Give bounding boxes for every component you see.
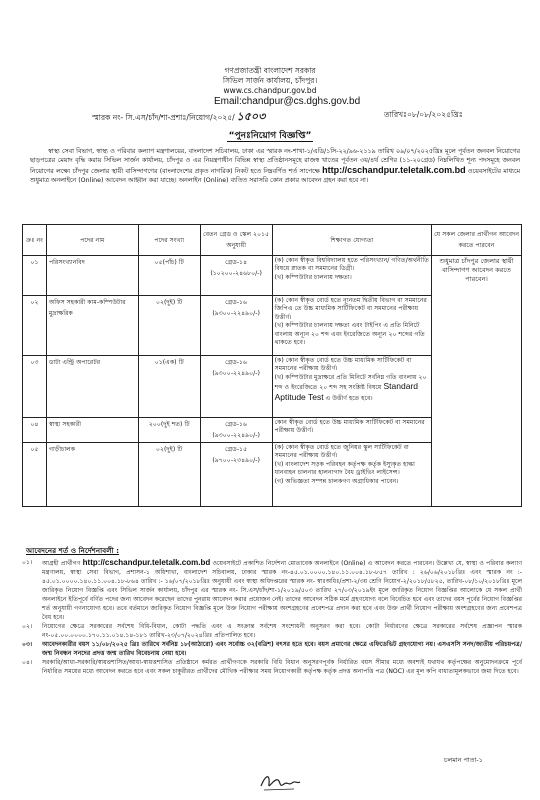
aptitude-test-label: Standard Aptitude Test — [274, 381, 418, 402]
qualification-cell: (ক) কোন স্বীকৃত বোর্ড হতে উচ্চ মাধ্যমিক সার্টিফিকেট বা সমমানের পরীক্ষায় উত্তীর্ণ। (খ) কম্পিউটার মুদ্রাক্ষরে প্রতি মিনিটে সর্বনিম্ন গতি বাংলায় ২০ শব্দ ও ইংরেজিতে ২০ শব্দ সহ সংশ্লিষ্ট বিষয়ে Standard Aptitude Test এ উত্তীর্ণ হতে হবে। — [272, 356, 432, 418]
serial-cell: ০৪ — [23, 418, 47, 443]
post-name-cell: পরিসংখ্যানবিদ — [46, 256, 138, 296]
conditions-heading: আবেদনের শর্ত ও নির্দেশনাবলী : — [26, 546, 120, 555]
memo-date: তারিখঃ০৮/০৮/২০২৫খ্রিঃ — [384, 110, 463, 119]
signature-image — [258, 770, 302, 794]
list-item: ০৪। সরকারি/আধা-সরকারি/স্বায়ত্তশাসিত/আধা-স্বায়ত্তশাসিত প্রতিষ্ঠানে কর্মরত প্রার্থীগণকে সরকারি বিধি বিধান অনুসরণপূর্বক নির্ধারিত বয়স সীমার মধ্যে অবশ্যই যথাযথ কর্তৃপক্ষের অনুমোদনক্রমে পূর্বে নির্ধারিত সময়ের মধ্যে আবেদন করতে হবে এবং সকল চাকুরীরত প্রার্থীদের মৌখিক পরীক্ষার সময় নিয়োগকারী কর্তৃপক্ষ কর্তৃক প্রদত্ত অনাপত্তি পত্র (NOC) এর মূল কপি বাধ্যতামূলকভাবে জমা দিতে হবে। — [22, 659, 522, 675]
grade-cell: গ্রেড-১৪ (১০২০০-২৪৬৮০/-) — [200, 256, 272, 296]
grade-cell: গ্রেড-১৬ (৯৩০০-২২৪৯০/-) — [200, 296, 272, 356]
grade-cell: গ্রেড-১৫ (৯৭০০-২৩৪৯০/-) — [200, 443, 272, 507]
qualification-cell: (ক) কোন স্বীকৃত বিশ্ববিদ্যালয় হতে পরিসংখ্যান/ গণিত/অর্থনীতি বিষয়ে স্নাতক বা সমমানের ডিগ্রী। (খ) কম্পিউটার চালনায় দক্ষতা। — [272, 256, 432, 296]
continued-page-note: চলমান পাতা-১ — [444, 756, 483, 764]
post-count-cell: ০৫(পাঁচ) টি — [138, 256, 200, 296]
recruitment-website-link[interactable]: http://cschandpur.teletalk.com.bd — [322, 164, 466, 175]
col-header-qualification: শিক্ষাগত যোগ্যতা — [272, 225, 432, 256]
eligibility-cell: শুধুমাত্র চাঁদপুর জেলার স্থায়ী বাসিন্দাগণ আবেদন করতে পারবেন। — [432, 256, 522, 507]
office-email: Email:chandpur@cs.dghs.gov.bd — [214, 96, 361, 107]
post-name-cell: গাড়ীচালক — [46, 443, 138, 507]
serial-cell: ০৫ — [23, 443, 47, 507]
serial-cell: ০২ — [23, 296, 47, 356]
conditions-list — [22, 558, 522, 676]
notice-title: “পুনঃনিয়োগ বিজ্ঞপ্তি” — [228, 131, 312, 141]
list-item: ০১। আগ্রহী প্রার্থীগণ http://cschandpur.teletalk.com.bd ওয়েবসাইটে প্রকাশিত নির্দেশনা মোতাবেক অনলাইনে (Online) এ আবেদন করতে পারবেন। উল্লেখ্য যে, স্বাস্থ্য ও পরিবার কল্যাণ মন্ত্রণালয়, স্বাস্থ্য সেবা বিভাগ, প্রশাসন-১ অধিশাখা, বাংলাদেশ সচিবালয়, ঢাকার স্মারক নং-৪৫.০১.০০০০.১৪০.১১.০০৪.১৮-৮৫৭ তারিখ : ২৬/০৬/২০১৮খ্রিঃ এবং স্মারক নং :- ৪৫.০১.০০০০.১৪০.১১.০০৪.১৮-৮৬৪ তারিখ :- ১৬/০৭/২০১৮খ্রিঃ অনুযায়ী এবং স্বাস্থ্য অধিদপ্তরের স্মারক নং- স্বাঃঅধিঃ/প্রশা-২/৩য় শ্রেণি নিয়োগ-২/২০১৮/৫৮২৫, তারিখ-০৮/১০/২০১৮খ্রিঃ মূলে জারিকৃত নিয়োগ বিজ্ঞপ্তি এবং সিভিল সার্জন কার্যালয়, চাঁদপুর এর স্মারক নং- সি.এস/চাঁদ/শা-১/২০১৯/৫০৩ তারিখ ২৭/০৩/২০১৯ইং মূলে জারিকৃত নিয়োগ বিজ্ঞপ্তির আলোকে যে সকল প্রার্থী অনলাইনে ইতিপূর্বে বর্ণিত পদের জন্য আবেদন করেছেন তাদের পুনরায় আবেদন করার প্রয়োজন নেই। তাদের আবেদন সঠিক মর্মে গ্রহণযোগ্য বলে বিবেচিত হবে এবং তাদের বয়স পূর্বের নিয়োগ বিজ্ঞপ্তির শর্ত অনুযায়ী গণনাযোগ্য হবে। তবে বর্তমানে জারিকৃত নিয়োগ বিজ্ঞপ্তি মূলে উক্ত নিয়োগ পরীক্ষায় অংশগ্রহণের প্রবেশপত্র প্রদান করা হবে এবং উক্ত প্রার্থী নিয়োগ পরীক্ষায় অংশগ্রহণের জন্য প্রবেশপত্র বৈধ হবে। — [22, 558, 522, 621]
post-name-cell: ডাটা এন্ট্রি অপারেটর — [46, 356, 138, 418]
post-name-cell: অফিস সহকারী কাম-কম্পিউটার মুদ্রাক্ষরিক — [46, 296, 138, 356]
posts-table — [22, 224, 522, 507]
qualification-cell: (ক) কোন স্বীকৃত বোর্ড হতে ন্যূনতম দ্বিতীয় বিভাগ বা সমমানের জিপিএ তে উচ্চ মাধ্যমিক সার্টিফিকেট বা সমমানের পরীক্ষায় উত্তীর্ণ। (খ) কম্পিউটার চালনায় দক্ষতা এবং টাইপিং এ প্রতি মিনিটে বাংলায় অন্যূন ২০ শব্দ এবং ইংরেজিতে অন্যূন ২০ শব্দের গতি থাকতে হবে। — [272, 296, 432, 356]
list-item: ০৩। আবেদনকারীর বয়স ১১/০৮/২০২৫ খ্রিঃ তারিখে সর্বনিম্ন ১৮(আঠারো) এবং সর্বোচ্চ ৩২(বত্রিশ) বৎসর হতে হবে। বয়স প্রমাণের ক্ষেত্রে এফিডেভিট গ্রহণযোগ্য নয়। এসএসসি সনদ/জাতীয় পরিচয়পত্র/জন্ম নিবন্ধন সনদের প্রদত্ত জন্ম তারিখ বিবেচনায় নেয়া হবে। — [22, 641, 522, 657]
table-header-row — [23, 225, 522, 256]
list-item: ০২। নিয়োগের ক্ষেত্রে সরকারের সর্বশেষ বিধি-বিধান, কোটা পদ্ধতি এবং এ সংক্রান্ত সর্বশেষ সংশোধনী অনুসরণ করা হবে। কোটা নির্ধারণের ক্ষেত্রে সরকারের সর্বশেষ প্রজ্ঞাপন স্মারক নং-০৫.০০.০০০০.১৭০.১১.০১৪.১৪-১৮১ তারিখ-২৩/০৭/২০২৪খ্রিঃ প্রতিপালিত হবে। — [22, 623, 522, 639]
memo-prefix: স্মারক নং- সি.এস/চাঁদ/শা-প্রশাঃ/নিয়োগ/২০২৫/ — [92, 113, 235, 122]
table-row — [23, 256, 522, 296]
office-website: www.cs.chandpur.gov.bd — [223, 86, 317, 95]
govt-header: গণপ্রজাতন্ত্রী বাংলাদেশ সরকার — [224, 66, 316, 75]
grade-cell: গ্রেড-১৬ (৯৩০০-২২৪৯০/-) — [200, 356, 272, 418]
qualification-cell: (ক) কোন স্বীকৃত বোর্ড হতে জুনিয়র স্কুল সার্টিফিকেট বা সমমানের পরীক্ষায় উত্তীর্ণ। (খ) বাংলাদেশ সড়ক পরিবহন কর্তৃপক্ষ কর্তৃক ইস্যুকৃত হাল্কা যানবাহন চালনার হালনাগাদ বৈধ ড্রাইভিং লাইসেন্স। (গ) অভিজ্ঞতা সম্পন্ন চালকগণ অগ্রাধিকার পাবেন। — [272, 443, 432, 507]
office-name: সিভিল সার্জন কার্যালয়, চাঁদপুর। — [222, 76, 318, 85]
post-count-cell: ০২(দুই) টি — [138, 296, 200, 356]
col-header-serial: ক্রঃ নং — [23, 225, 47, 256]
application-website-link[interactable]: http://cschandpur.teletalk.com.bd — [82, 558, 211, 567]
post-count-cell: ০২(দুই) টি — [138, 443, 200, 507]
post-count-cell: ০১(এক) টি — [138, 356, 200, 418]
memo-reference — [92, 108, 265, 127]
grade-cell: গ্রেড-১৬ (৯৩০০-২২৪৯০/-) — [200, 418, 272, 443]
col-header-eligibility: যে সকল জেলার প্রার্থীগন আবেদন করতে পারবেন — [432, 225, 522, 256]
col-header-count: পদের সংখ্যা — [138, 225, 200, 256]
col-header-post: পদের নাম — [46, 225, 138, 256]
col-header-grade: বেতন গ্রেড ও স্কেল ২০১৫ অনুযায়ী — [200, 225, 272, 256]
post-count-cell: ২০০(দুই শত) টি — [138, 418, 200, 443]
qualification-cell: কোন স্বীকৃত বোর্ড হতে উচ্চ মাধ্যমিক সার্টিফিকেট বা সমমানের পরীক্ষায় উত্তীর্ণ। — [272, 418, 432, 443]
intro-paragraph: স্বাস্থ্য সেবা বিভাগ, স্বাস্থ্য ও পরিবার কল্যাণ মন্ত্রণালয়ের, বাংলাদেশ সচিবালয়, ঢাকা এর স্মারক নং-শাখা-১/এডি/১সি-২২/৯৬-২১১৯ তারিখ ০৯/০৭/২০২৫খ্রিঃ মূলে পূর্বতন জনবল নিয়োগের ছাড়পত্রের মেয়াদ বৃদ্ধি করায় সিভিল সার্জন কার্যালয়, চাঁদপুর ও এর নিয়ন্ত্রণাধীন বিভিন্ন স্বাস্থ্য প্রতিষ্ঠানসমূহে রাজস্ব খাতের পূর্বতন ৩য়/৪র্থ শ্রেণির (১১-২০গ্রেড) নিম্নলিখিত শূন্য পদসমূহে জনবল নিয়োগের লক্ষ্যে চাঁদপুর জেলার স্থায়ী বাসিন্দাগণের (বাংলাদেশের প্রকৃত নাগরিক) নিকট হতে নিম্নবর্ণিত শর্ত সাপেক্ষে http://cschandpur.teletalk.com.bd ওয়েবসাইটের মাধ্যমে শুধুমাত্র অনলাইনে (Online) আবেদন আহ্বান করা যাচ্ছে। অনলাইন (Online) ব্যতিত সরাসরি কোন প্রকার আবেদন গ্রহন করা হবে না। — [30, 148, 520, 185]
serial-cell: ০৩ — [23, 356, 47, 418]
post-name-cell: স্বাস্থ্য সহকারী — [46, 418, 138, 443]
memo-number: ১৫০৩ — [236, 110, 266, 123]
serial-cell: ০১ — [23, 256, 47, 296]
